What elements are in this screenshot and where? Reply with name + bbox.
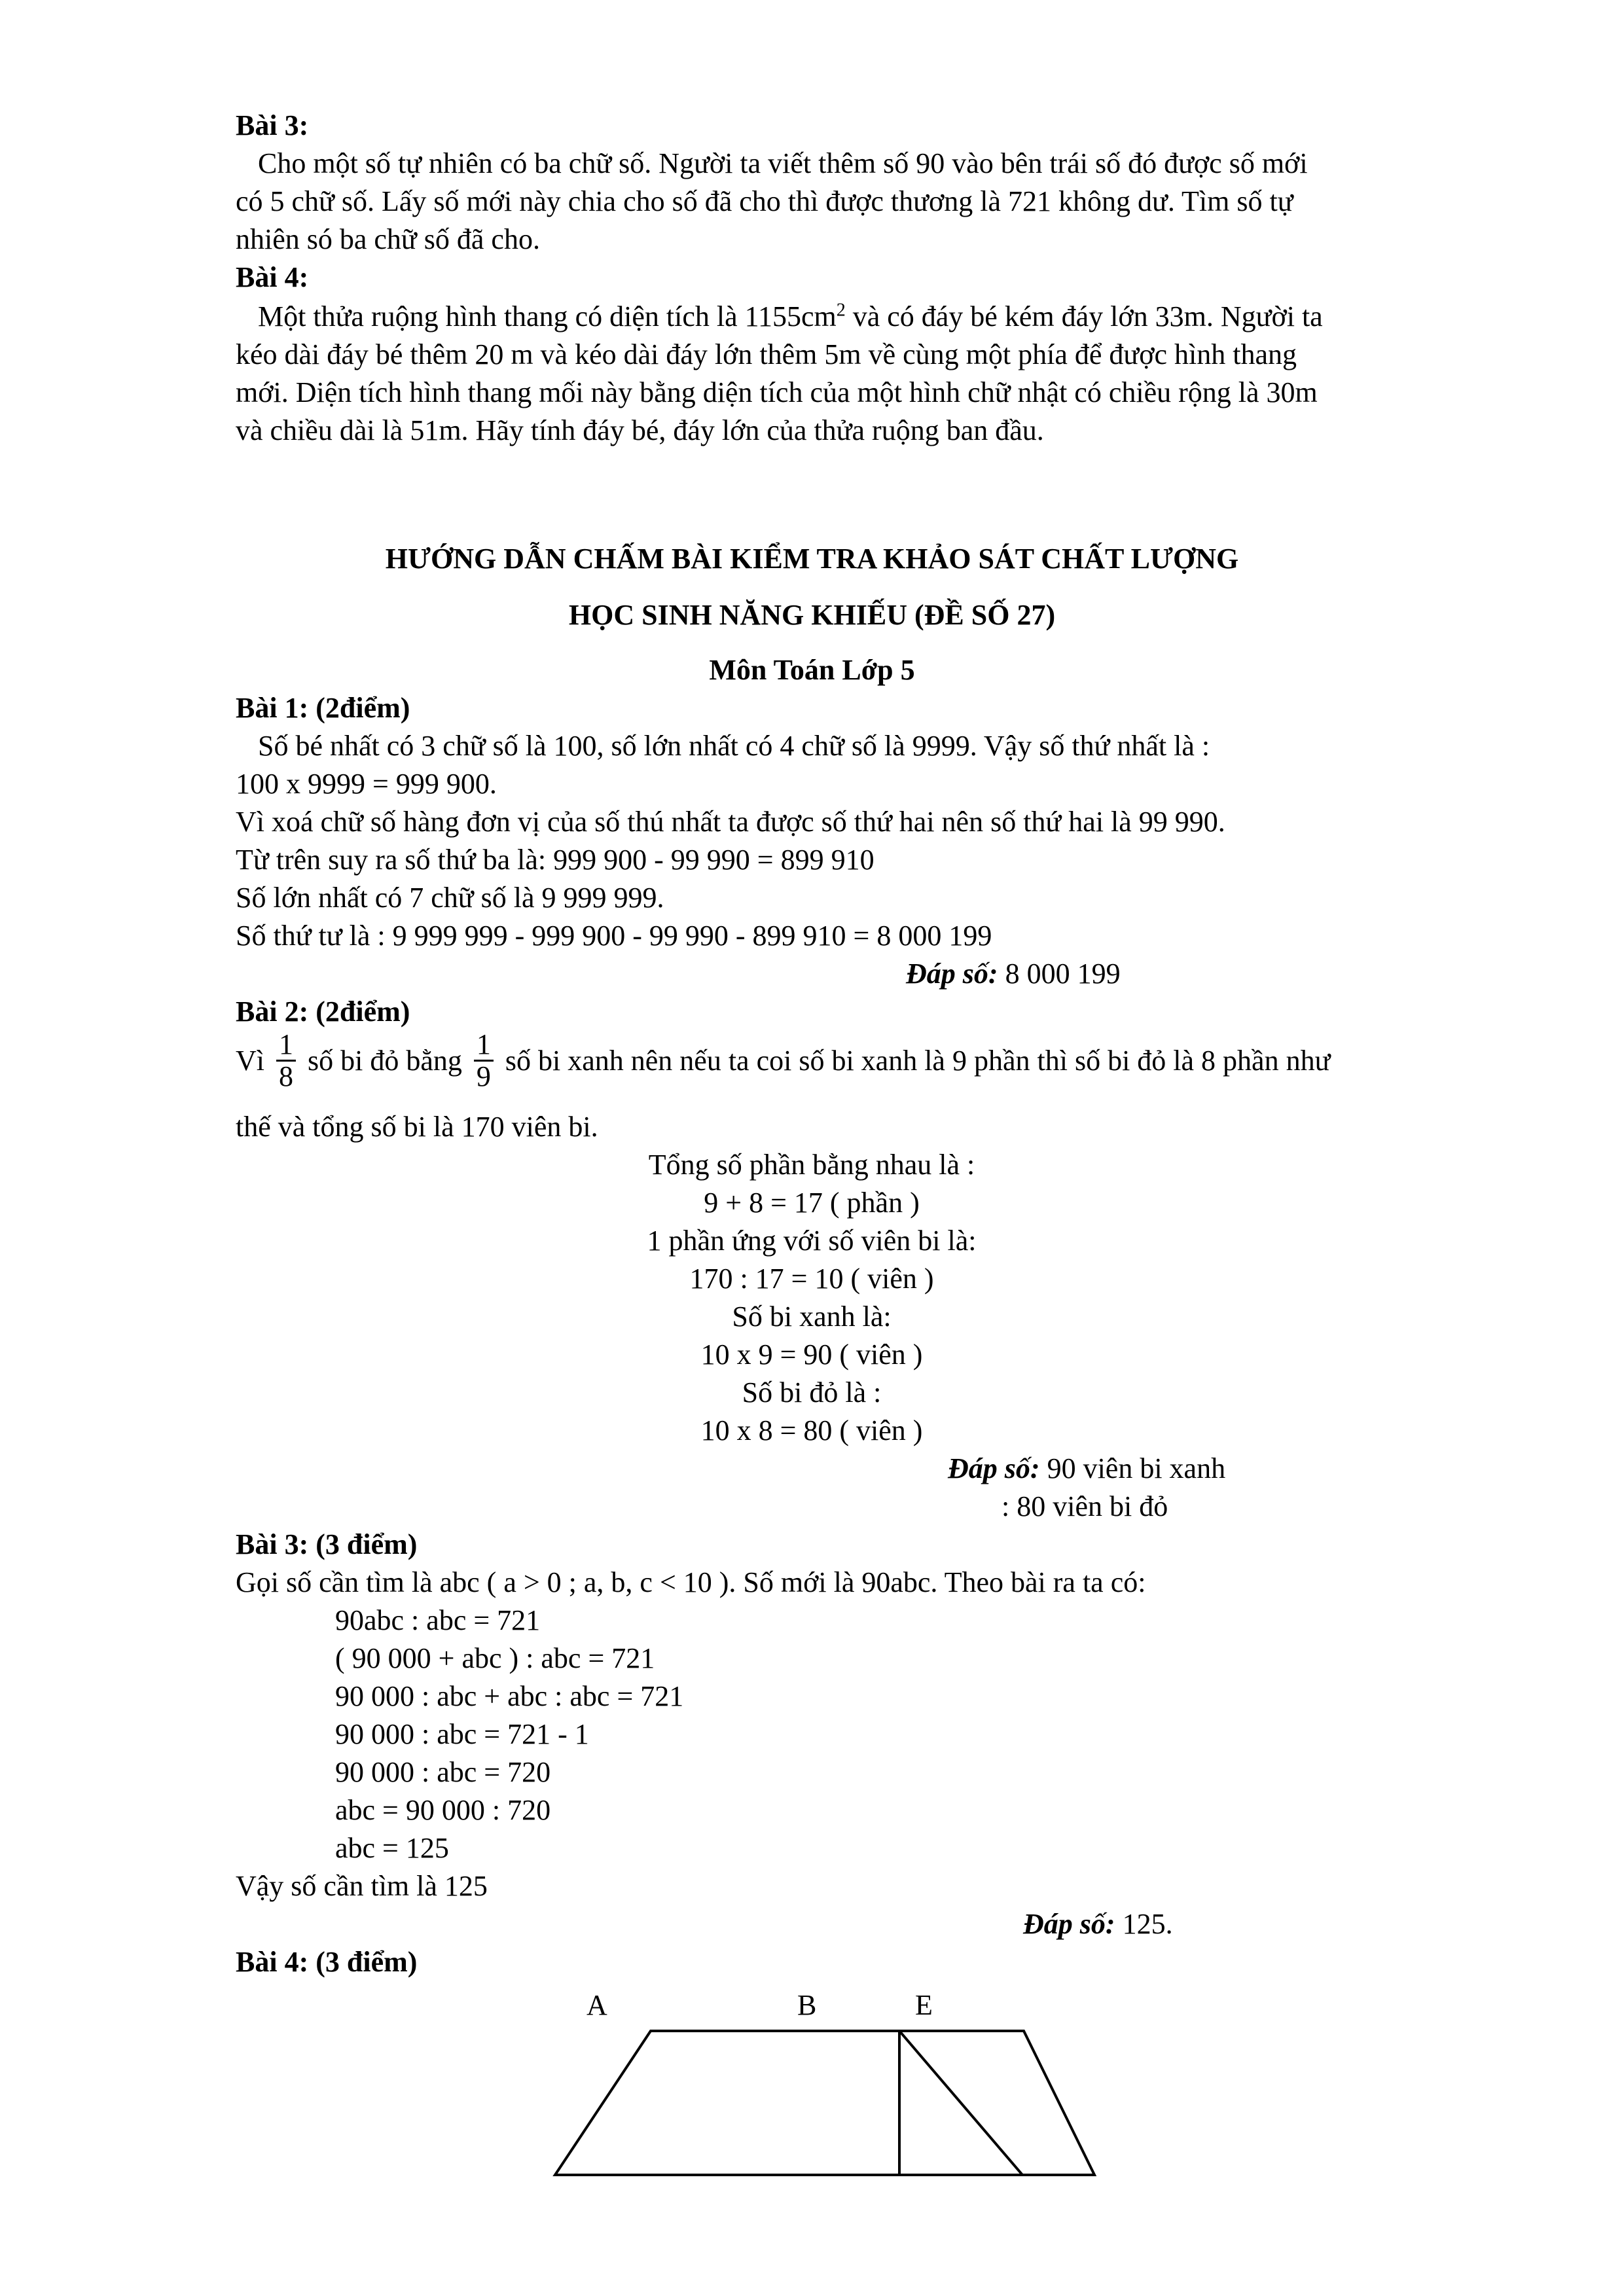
solution-2-step: Tổng số phần bằng nhau là : xyxy=(648,1149,975,1181)
point-label-e: E xyxy=(915,1989,933,2021)
problem-3-line-2: có 5 chữ số. Lấy số mới này chia cho số đã cho thì được thương là 721 không dư. Tìm số tự xyxy=(236,185,1293,217)
solution-1-line-6: Số thứ tư là : 9 999 999 - 999 900 - 99 990 - 899 910 = 8 000 199 xyxy=(236,920,992,952)
solution-2-step: 10 x 8 = 80 ( viên ) xyxy=(700,1414,923,1446)
fraction-one-eighth: $\frac{1}{8}$ xyxy=(276,1030,296,1092)
solution-2-answer: Đáp số: 90 viên bi xanh xyxy=(948,1452,1226,1484)
point-label-a: A xyxy=(586,1989,607,2021)
fraction-one-ninth: $\frac{1}{9}$ xyxy=(474,1030,494,1092)
problem-3-line-3: nhiên só ba chữ số đã cho. xyxy=(236,223,540,255)
solution-3-title: Bài 3: (3 điểm) xyxy=(236,1528,418,1560)
guide-subject: Môn Toán Lớp 5 xyxy=(709,654,915,686)
solution-3-step: 90 000 : abc = 721 - 1 xyxy=(335,1718,589,1750)
solution-3-step: abc = 90 000 : 720 xyxy=(335,1794,551,1826)
solution-1-line-1: Số bé nhất có 3 chữ số là 100, số lớn nhất có 4 chữ số là 9999. Vậy số thứ nhất là : xyxy=(258,730,1210,762)
point-label-b: B xyxy=(797,1989,817,2021)
solution-3-step: 90 000 : abc = 720 xyxy=(335,1756,551,1788)
solution-3-step: abc = 125 xyxy=(335,1832,449,1864)
solution-2-step: Số bi xanh là: xyxy=(732,1300,892,1333)
solution-2-line-2: thế và tổng số bi là 170 viên bi. xyxy=(236,1111,598,1143)
diagonal-segment xyxy=(899,2031,1022,2175)
solution-2-answer-2: : 80 viên bi đỏ xyxy=(1001,1490,1168,1522)
solution-2-step: 9 + 8 = 17 ( phần ) xyxy=(704,1187,920,1219)
solution-2-step: 1 phần ứng với số viên bi là: xyxy=(647,1225,977,1257)
solution-3-answer: Đáp số: 125. xyxy=(1023,1908,1173,1940)
solution-3-conclusion: Vậy số cần tìm là 125 xyxy=(236,1870,488,1902)
trapezoid-outline xyxy=(555,2031,1094,2175)
solution-1-title: Bài 1: (2điểm) xyxy=(236,692,410,724)
problem-3-title: Bài 3: xyxy=(236,109,309,141)
solution-1-line-3: Vì xoá chữ số hàng đơn vị của số thú nhất ta được số thứ hai nên số thứ hai là 99 990. xyxy=(236,806,1225,838)
solution-3-step: 90 000 : abc + abc : abc = 721 xyxy=(335,1680,684,1712)
solution-2-step: 170 : 17 = 10 ( viên ) xyxy=(689,1263,934,1295)
guide-heading-1: HƯỚNG DẪN CHẤM BÀI KIỂM TRA KHẢO SÁT CHẤT LƯỢNG xyxy=(385,543,1239,575)
solution-3-step: ( 90 000 + abc ) : abc = 721 xyxy=(335,1642,655,1674)
solution-2-line-1: Vì $\frac{1}{8}$ số bi đỏ bằng $\frac{1}{9}$ số bi xanh nên nếu ta coi số bi xanh là 9 phần thì số bi đỏ là 8 phần như xyxy=(236,1028,1331,1093)
problem-3-line-1: Cho một số tự nhiên có ba chữ số. Người ta viết thêm số 90 vào bên trái số đó được số mới xyxy=(258,147,1308,179)
problem-4-line-4: và chiều dài là 51m. Hãy tính đáy bé, đáy lớn của thửa ruộng ban đầu. xyxy=(236,414,1044,446)
solution-2-title: Bài 2: (2điểm) xyxy=(236,996,410,1028)
solution-1-line-2: 100 x 9999 = 999 900. xyxy=(236,768,497,800)
solution-3-intro: Gọi số cần tìm là abc ( a > 0 ; a, b, c < 10 ). Số mới là 90abc. Theo bài ra ta có: xyxy=(236,1566,1146,1598)
solution-1-line-5: Số lớn nhất có 7 chữ số là 9 999 999. xyxy=(236,882,664,914)
solution-4-title: Bài 4: (3 điểm) xyxy=(236,1946,418,1978)
problem-4-line-2: kéo dài đáy bé thêm 20 m và kéo dài đáy lớn thêm 5m về cùng một phía để được hình thang xyxy=(236,338,1297,370)
problem-4-line-3: mới. Diện tích hình thang mối này bằng diện tích của một hình chữ nhật có chiều rộng là 30m xyxy=(236,376,1318,408)
solution-1-line-4: Từ trên suy ra số thứ ba là: 999 900 - 99 990 = 899 910 xyxy=(236,844,875,876)
problem-4-title: Bài 4: xyxy=(236,261,309,293)
solution-2-step: Số bi đỏ là : xyxy=(742,1376,882,1408)
solution-1-answer: Đáp số: 8 000 199 xyxy=(906,958,1121,990)
solution-3-step: 90abc : abc = 721 xyxy=(335,1604,541,1636)
problem-4-line-1: Một thửa ruộng hình thang có diện tích là $1155cm^2$ và có đáy bé kém đáy lớn 33m. Người ta xyxy=(258,300,1323,332)
solution-2-step: 10 x 9 = 90 ( viên ) xyxy=(700,1338,923,1371)
guide-heading-2: HỌC SINH NĂNG KHIẾU (ĐỀ SỐ 27) xyxy=(568,599,1056,631)
